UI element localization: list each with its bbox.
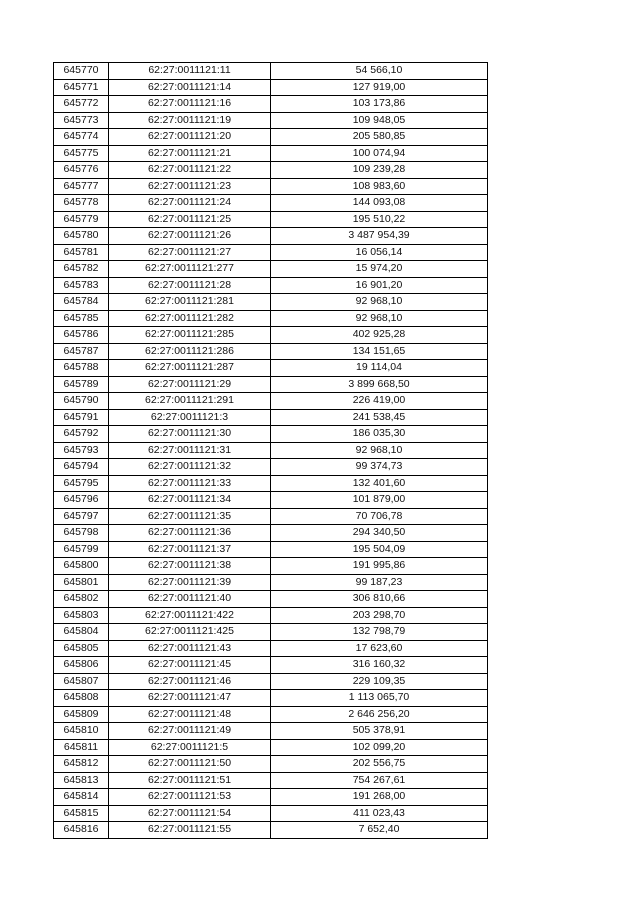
cadastral-number-cell: 62:27:0011121:20 — [109, 129, 271, 146]
cadastral-number-cell: 62:27:0011121:48 — [109, 706, 271, 723]
cadastral-number-cell: 62:27:0011121:24 — [109, 195, 271, 212]
cadastral-number-cell: 62:27:0011121:25 — [109, 211, 271, 228]
table-row — [54, 508, 488, 525]
row-number-cell: 645814 — [54, 789, 109, 806]
table-row — [54, 640, 488, 657]
row-number-cell: 645775 — [54, 145, 109, 162]
row-number-cell: 645788 — [54, 360, 109, 377]
row-number-cell: 645812 — [54, 756, 109, 773]
row-number-cell: 645811 — [54, 739, 109, 756]
value-cell: 316 160,32 — [271, 657, 488, 674]
cadastral-number-cell: 62:27:0011121:14 — [109, 79, 271, 96]
value-cell: 102 099,20 — [271, 739, 488, 756]
cadastral-number-cell: 62:27:0011121:51 — [109, 772, 271, 789]
cadastral-number-cell: 62:27:0011121:46 — [109, 673, 271, 690]
cadastral-number-cell: 62:27:0011121:47 — [109, 690, 271, 707]
table-row — [54, 591, 488, 608]
row-number-cell: 645774 — [54, 129, 109, 146]
table-row — [54, 690, 488, 707]
cadastral-number-cell: 62:27:0011121:282 — [109, 310, 271, 327]
cadastral-number-cell: 62:27:0011121:32 — [109, 459, 271, 476]
value-cell: 205 580,85 — [271, 129, 488, 146]
cadastral-number-cell: 62:27:0011121:21 — [109, 145, 271, 162]
table-row — [54, 475, 488, 492]
table-row — [54, 261, 488, 278]
table-row — [54, 145, 488, 162]
value-cell: 203 298,70 — [271, 607, 488, 624]
cadastral-number-cell: 62:27:0011121:29 — [109, 376, 271, 393]
value-cell: 16 056,14 — [271, 244, 488, 261]
cadastral-number-cell: 62:27:0011121:27 — [109, 244, 271, 261]
value-cell: 411 023,43 — [271, 805, 488, 822]
cadastral-number-cell: 62:27:0011121:38 — [109, 558, 271, 575]
cadastral-number-cell: 62:27:0011121:287 — [109, 360, 271, 377]
value-cell: 127 919,00 — [271, 79, 488, 96]
row-number-cell: 645782 — [54, 261, 109, 278]
row-number-cell: 645791 — [54, 409, 109, 426]
cadastral-value-table — [53, 62, 488, 839]
table-row — [54, 772, 488, 789]
table-row — [54, 442, 488, 459]
table-row — [54, 706, 488, 723]
table-row — [54, 310, 488, 327]
cadastral-number-cell: 62:27:0011121:54 — [109, 805, 271, 822]
value-cell: 101 879,00 — [271, 492, 488, 509]
table-row — [54, 459, 488, 476]
value-cell: 134 151,65 — [271, 343, 488, 360]
row-number-cell: 645798 — [54, 525, 109, 542]
value-cell: 92 968,10 — [271, 310, 488, 327]
value-cell: 402 925,28 — [271, 327, 488, 344]
value-cell: 108 983,60 — [271, 178, 488, 195]
cadastral-number-cell: 62:27:0011121:40 — [109, 591, 271, 608]
cadastral-number-cell: 62:27:0011121:19 — [109, 112, 271, 129]
table-row — [54, 63, 488, 80]
table-row — [54, 805, 488, 822]
value-cell: 186 035,30 — [271, 426, 488, 443]
cadastral-number-cell: 62:27:0011121:22 — [109, 162, 271, 179]
table-row — [54, 822, 488, 839]
row-number-cell: 645785 — [54, 310, 109, 327]
cadastral-number-cell: 62:27:0011121:45 — [109, 657, 271, 674]
row-number-cell: 645783 — [54, 277, 109, 294]
cadastral-number-cell: 62:27:0011121:49 — [109, 723, 271, 740]
row-number-cell: 645800 — [54, 558, 109, 575]
table-row — [54, 624, 488, 641]
cadastral-number-cell: 62:27:0011121:16 — [109, 96, 271, 113]
table-row — [54, 525, 488, 542]
row-number-cell: 645777 — [54, 178, 109, 195]
row-number-cell: 645792 — [54, 426, 109, 443]
row-number-cell: 645770 — [54, 63, 109, 80]
value-cell: 195 504,09 — [271, 541, 488, 558]
value-cell: 15 974,20 — [271, 261, 488, 278]
cadastral-number-cell: 62:27:0011121:422 — [109, 607, 271, 624]
cadastral-number-cell: 62:27:0011121:31 — [109, 442, 271, 459]
value-cell: 7 652,40 — [271, 822, 488, 839]
table-row — [54, 723, 488, 740]
cadastral-number-cell: 62:27:0011121:35 — [109, 508, 271, 525]
table-row — [54, 739, 488, 756]
row-number-cell: 645816 — [54, 822, 109, 839]
value-cell: 70 706,78 — [271, 508, 488, 525]
table-row — [54, 343, 488, 360]
row-number-cell: 645808 — [54, 690, 109, 707]
value-cell: 103 173,86 — [271, 96, 488, 113]
value-cell: 17 623,60 — [271, 640, 488, 657]
table-row — [54, 162, 488, 179]
cadastral-number-cell: 62:27:0011121:30 — [109, 426, 271, 443]
row-number-cell: 645795 — [54, 475, 109, 492]
row-number-cell: 645805 — [54, 640, 109, 657]
value-cell: 3 899 668,50 — [271, 376, 488, 393]
cadastral-number-cell: 62:27:0011121:5 — [109, 739, 271, 756]
row-number-cell: 645779 — [54, 211, 109, 228]
row-number-cell: 645772 — [54, 96, 109, 113]
row-number-cell: 645797 — [54, 508, 109, 525]
row-number-cell: 645807 — [54, 673, 109, 690]
row-number-cell: 645815 — [54, 805, 109, 822]
value-cell: 99 374,73 — [271, 459, 488, 476]
value-cell: 241 538,45 — [271, 409, 488, 426]
value-cell: 16 901,20 — [271, 277, 488, 294]
value-cell: 195 510,22 — [271, 211, 488, 228]
cadastral-number-cell: 62:27:0011121:33 — [109, 475, 271, 492]
table-row — [54, 360, 488, 377]
value-cell: 19 114,04 — [271, 360, 488, 377]
table-row — [54, 277, 488, 294]
cadastral-number-cell: 62:27:0011121:281 — [109, 294, 271, 311]
value-cell: 505 378,91 — [271, 723, 488, 740]
table-row — [54, 294, 488, 311]
table-row — [54, 657, 488, 674]
table-row — [54, 112, 488, 129]
row-number-cell: 645790 — [54, 393, 109, 410]
value-cell: 226 419,00 — [271, 393, 488, 410]
cadastral-number-cell: 62:27:0011121:55 — [109, 822, 271, 839]
row-number-cell: 645786 — [54, 327, 109, 344]
row-number-cell: 645781 — [54, 244, 109, 261]
table-row — [54, 574, 488, 591]
row-number-cell: 645803 — [54, 607, 109, 624]
cadastral-number-cell: 62:27:0011121:28 — [109, 277, 271, 294]
table-row — [54, 327, 488, 344]
row-number-cell: 645771 — [54, 79, 109, 96]
table-row — [54, 673, 488, 690]
value-cell: 99 187,23 — [271, 574, 488, 591]
cadastral-number-cell: 62:27:0011121:26 — [109, 228, 271, 245]
cadastral-number-cell: 62:27:0011121:23 — [109, 178, 271, 195]
cadastral-number-cell: 62:27:0011121:37 — [109, 541, 271, 558]
value-cell: 191 268,00 — [271, 789, 488, 806]
table-row — [54, 79, 488, 96]
row-number-cell: 645794 — [54, 459, 109, 476]
cadastral-number-cell: 62:27:0011121:425 — [109, 624, 271, 641]
value-cell: 92 968,10 — [271, 442, 488, 459]
row-number-cell: 645784 — [54, 294, 109, 311]
table-row — [54, 376, 488, 393]
row-number-cell: 645780 — [54, 228, 109, 245]
table-row — [54, 178, 488, 195]
value-cell: 229 109,35 — [271, 673, 488, 690]
cadastral-number-cell: 62:27:0011121:291 — [109, 393, 271, 410]
cadastral-number-cell: 62:27:0011121:286 — [109, 343, 271, 360]
row-number-cell: 645801 — [54, 574, 109, 591]
table-row — [54, 195, 488, 212]
cadastral-number-cell: 62:27:0011121:43 — [109, 640, 271, 657]
table-row — [54, 228, 488, 245]
row-number-cell: 645809 — [54, 706, 109, 723]
table-row — [54, 129, 488, 146]
value-cell: 109 948,05 — [271, 112, 488, 129]
cadastral-number-cell: 62:27:0011121:34 — [109, 492, 271, 509]
row-number-cell: 645796 — [54, 492, 109, 509]
value-cell: 144 093,08 — [271, 195, 488, 212]
value-cell: 306 810,66 — [271, 591, 488, 608]
value-cell: 92 968,10 — [271, 294, 488, 311]
cadastral-number-cell: 62:27:0011121:3 — [109, 409, 271, 426]
value-cell: 2 646 256,20 — [271, 706, 488, 723]
cadastral-number-cell: 62:27:0011121:39 — [109, 574, 271, 591]
value-cell: 754 267,61 — [271, 772, 488, 789]
value-cell: 1 113 065,70 — [271, 690, 488, 707]
table-body — [54, 63, 488, 839]
value-cell: 132 401,60 — [271, 475, 488, 492]
table-row — [54, 409, 488, 426]
value-cell: 132 798,79 — [271, 624, 488, 641]
cadastral-number-cell: 62:27:0011121:53 — [109, 789, 271, 806]
row-number-cell: 645793 — [54, 442, 109, 459]
cadastral-number-cell: 62:27:0011121:36 — [109, 525, 271, 542]
table-row — [54, 789, 488, 806]
table-row — [54, 607, 488, 624]
value-cell: 294 340,50 — [271, 525, 488, 542]
row-number-cell: 645773 — [54, 112, 109, 129]
table-row — [54, 492, 488, 509]
row-number-cell: 645799 — [54, 541, 109, 558]
table-row — [54, 244, 488, 261]
table-row — [54, 426, 488, 443]
row-number-cell: 645789 — [54, 376, 109, 393]
table-row — [54, 756, 488, 773]
table-row — [54, 558, 488, 575]
cadastral-number-cell: 62:27:0011121:50 — [109, 756, 271, 773]
cadastral-number-cell: 62:27:0011121:11 — [109, 63, 271, 80]
table-row — [54, 541, 488, 558]
row-number-cell: 645804 — [54, 624, 109, 641]
row-number-cell: 645787 — [54, 343, 109, 360]
value-cell: 54 566,10 — [271, 63, 488, 80]
cadastral-number-cell: 62:27:0011121:277 — [109, 261, 271, 278]
row-number-cell: 645813 — [54, 772, 109, 789]
value-cell: 3 487 954,39 — [271, 228, 488, 245]
row-number-cell: 645810 — [54, 723, 109, 740]
table-row — [54, 96, 488, 113]
row-number-cell: 645778 — [54, 195, 109, 212]
table-row — [54, 211, 488, 228]
value-cell: 100 074,94 — [271, 145, 488, 162]
row-number-cell: 645776 — [54, 162, 109, 179]
row-number-cell: 645806 — [54, 657, 109, 674]
row-number-cell: 645802 — [54, 591, 109, 608]
table-row — [54, 393, 488, 410]
value-cell: 202 556,75 — [271, 756, 488, 773]
cadastral-number-cell: 62:27:0011121:285 — [109, 327, 271, 344]
value-cell: 109 239,28 — [271, 162, 488, 179]
value-cell: 191 995,86 — [271, 558, 488, 575]
